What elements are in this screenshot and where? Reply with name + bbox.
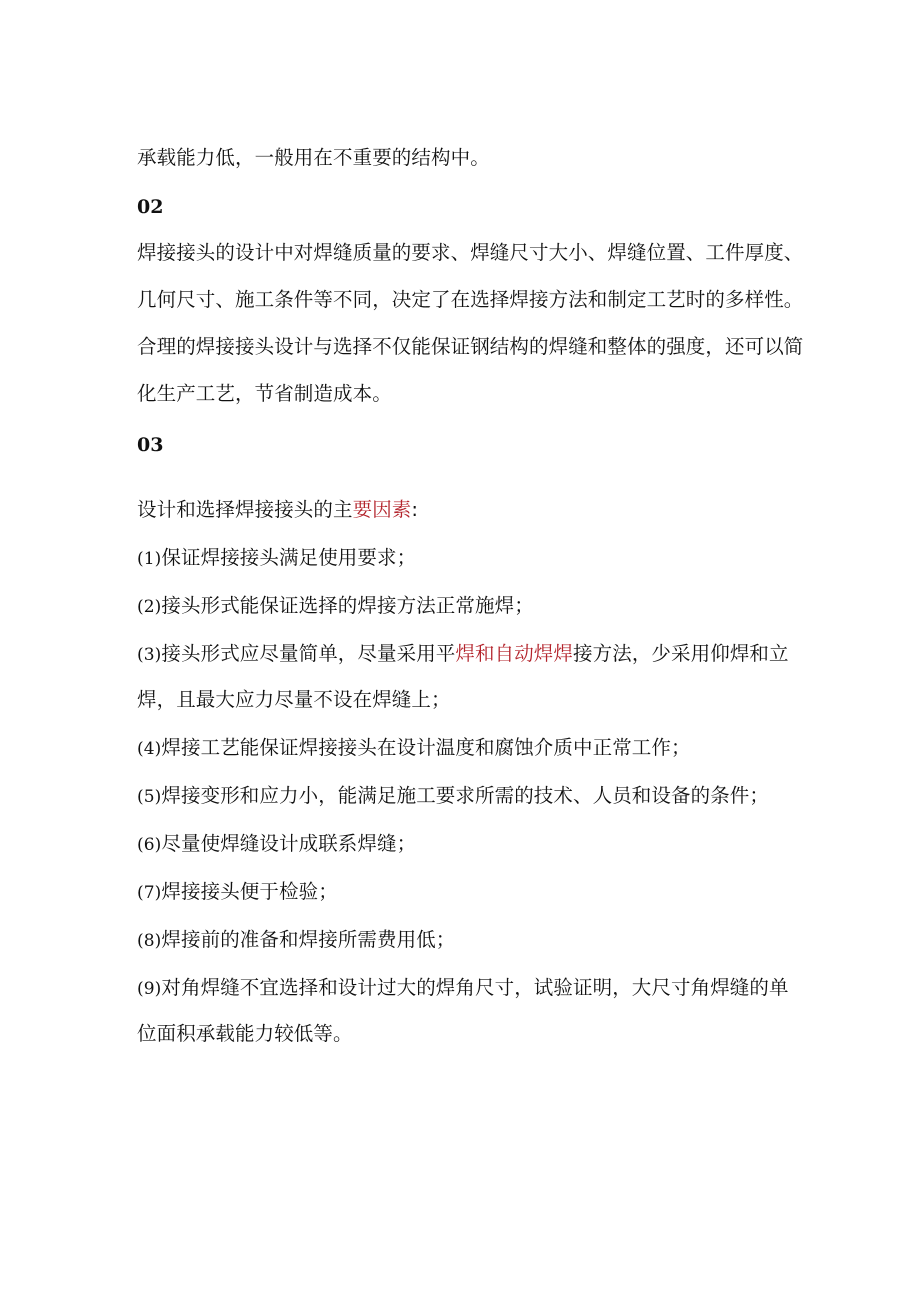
- item-number: (6): [137, 835, 162, 855]
- list-item-1: [137, 545, 416, 572]
- item-text: 焊接变形和应力小，能满足施工要求所需的技术、人员和设备的条件；: [161, 784, 769, 807]
- paragraph-2-line-2: 几何尺寸、施工条件等不同，决定了在选择焊接方法和制定工艺时的多样性。: [137, 288, 804, 311]
- item-number: (2): [137, 597, 162, 617]
- list-item-6: [137, 831, 416, 858]
- item-text: 保证焊接接头满足使用要求；: [161, 546, 417, 569]
- item-number: (5): [137, 787, 162, 807]
- paragraph-2-line-1: 焊接接头的设计中对焊缝质量的要求、焊缝尺寸大小、焊缝位置、工件厚度、: [137, 241, 804, 264]
- list-item-9: [137, 975, 789, 1002]
- item-text: 对角焊缝不宜选择和设计过大的焊角尺寸，试验证明，大尺寸角焊缝的单: [161, 976, 789, 999]
- section-heading-03: 03: [137, 434, 164, 456]
- item-highlight: 焊和自动焊焊: [455, 642, 574, 665]
- item-text: 接头形式能保证选择的焊接方法正常施焊；: [161, 594, 534, 617]
- item-text: 焊接工艺能保证焊接接头在设计温度和腐蚀介质中正常工作；: [161, 736, 691, 759]
- list-item-5: [137, 783, 769, 810]
- item-number: (7): [137, 883, 162, 903]
- list-item-9-continuation: 位面积承载能力较低等。: [137, 1022, 353, 1045]
- intro-highlight: 要因素: [352, 498, 412, 521]
- intro-line: [137, 497, 418, 523]
- list-item-8: [137, 927, 455, 954]
- item-number: (4): [137, 739, 162, 759]
- intro-text: 设计和选择焊接接头的主: [137, 498, 353, 521]
- item-text: 接头形式应尽量简单，尽量采用平: [161, 642, 456, 665]
- item-number: (9): [137, 979, 162, 999]
- item-text: 尽量使焊缝设计成联系焊缝；: [161, 832, 417, 855]
- paragraph-1: 承载能力低，一般用在不重要的结构中。: [137, 146, 490, 169]
- item-number: (8): [137, 931, 162, 951]
- list-item-2: [137, 593, 534, 620]
- list-item-7: [137, 879, 338, 906]
- paragraph-2-line-3: 合理的焊接接头设计与选择不仅能保证钢结构的焊缝和整体的强度，还可以简: [137, 335, 804, 358]
- list-item-3: [137, 641, 789, 668]
- item-number: (1): [137, 549, 162, 569]
- item-number: (3): [137, 645, 162, 665]
- list-item-3-continuation: 焊，且最大应力尽量不设在焊缝上；: [137, 688, 451, 711]
- item-text: 焊接前的准备和焊接所需费用低；: [161, 928, 456, 951]
- paragraph-2-line-4: 化生产工艺，节省制造成本。: [137, 382, 392, 405]
- item-text: 焊接接头便于检验；: [161, 880, 338, 903]
- section-heading-02: 02: [137, 196, 164, 218]
- intro-colon: :: [411, 498, 419, 521]
- item-text: 接方法，少采用仰焊和立: [573, 642, 789, 665]
- list-item-4: [137, 735, 691, 762]
